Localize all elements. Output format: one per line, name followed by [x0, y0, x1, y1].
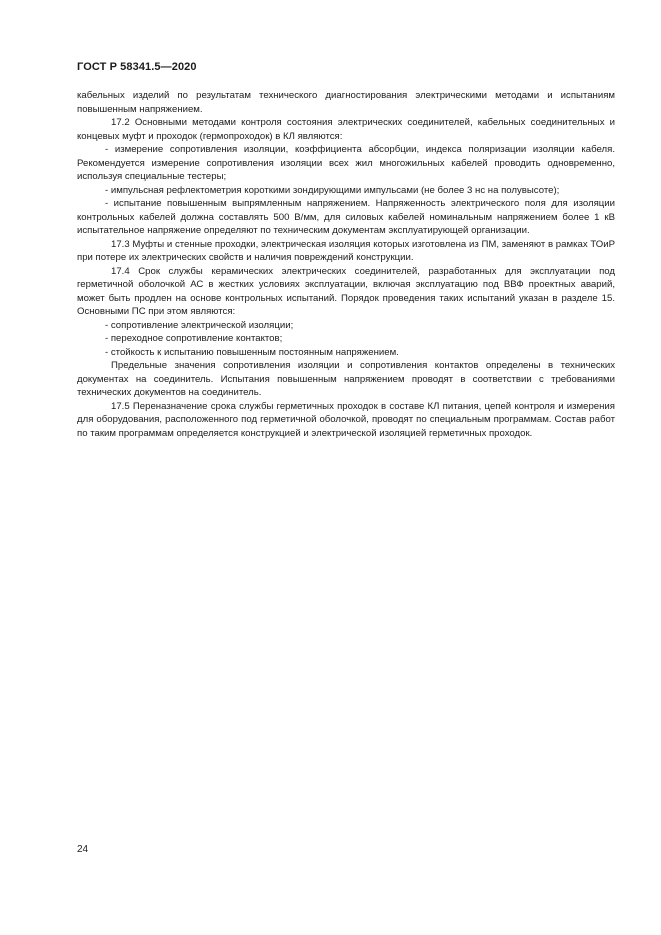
list-item-insulation: - сопротивление электрической изоляции;	[105, 319, 294, 331]
page-number: 24	[77, 844, 89, 855]
document-body	[77, 89, 615, 440]
list-item-contact-resistance: - переходное сопротивление контактов;	[105, 333, 283, 344]
paragraph-17-3: 17.3 Муфты и стенные проходки, электрическая изоляция которых изготовлена из ПМ, заменяют в рамках ТОиР при потере их электрических свойств и наличия повреждений конструкции.	[77, 238, 615, 263]
paragraph-17-2: 17.2 Основными методами контроля состояния электрических соединителей, кабельных соединительных и концевых муфт и проходок (гермопроходок) в КЛ являются:	[77, 117, 615, 142]
paragraph-17-5: 17.5 Переназначение срока службы герметичных проходок в составе КЛ питания, цепей контроля и измерения для оборудования, расположенного под герметичной оболочкой, проводят по специальным программам. Состав работ по таким программам определяется конструкцией и электрической изоляцией герметичных проходок.	[77, 400, 615, 439]
paragraph-17-4: 17.4 Срок службы керамических электрических соединителей, разработанных для эксплуатации под герметичной оболочкой АС в жестких условиях эксплуатации, включая эксплуатацию под ВВФ проектных аварий, может быть продлен на основе контрольных испытаний. Порядок проведения таких испытаний указан в разделе 15. Основными ПС при этом являются:	[77, 265, 615, 317]
paragraph-limit-values: Предельные значения сопротивления изоляции и сопротивления контактов определены в технических документах на соединитель. Испытания повышенным напряжением проводят в соответствии с требованиями технических документов на соединитель.	[77, 360, 615, 398]
paragraph-continuation: кабельных изделий по результатам технического диагностирования электрическими методами и испытаниям повышенным напряжением.	[77, 90, 615, 115]
list-item-dc-voltage-resistance: - стойкость к испытанию повышенным постоянным напряжением.	[105, 346, 399, 358]
document-code: ГОСТ Р 58341.5—2020	[77, 61, 197, 73]
list-item-high-voltage-test: - испытание повышенным выпрямленным напряжением. Напряженность электрического поля для изоляции контрольных кабелей должна составлять 500 В/мм, для силовых кабелей номинальным напряжением более 1 кВ испытательное напряжение определяют по техническим документам эксплуатирующей организации.	[77, 198, 615, 236]
list-item-pulse-reflectometry: - импульсная рефлектометрия короткими зондирующими импульсами (не более 3 нс на полувысоте);	[105, 184, 560, 196]
list-item-insulation-resistance: - измерение сопротивления изоляции, коэффициента абсорбции, индекса поляризации изоляции кабеля. Рекомендуется измерение сопротивления изоляции всех жил многожильных кабелей проводить одновременно, используя специальные тестеры;	[77, 144, 615, 182]
